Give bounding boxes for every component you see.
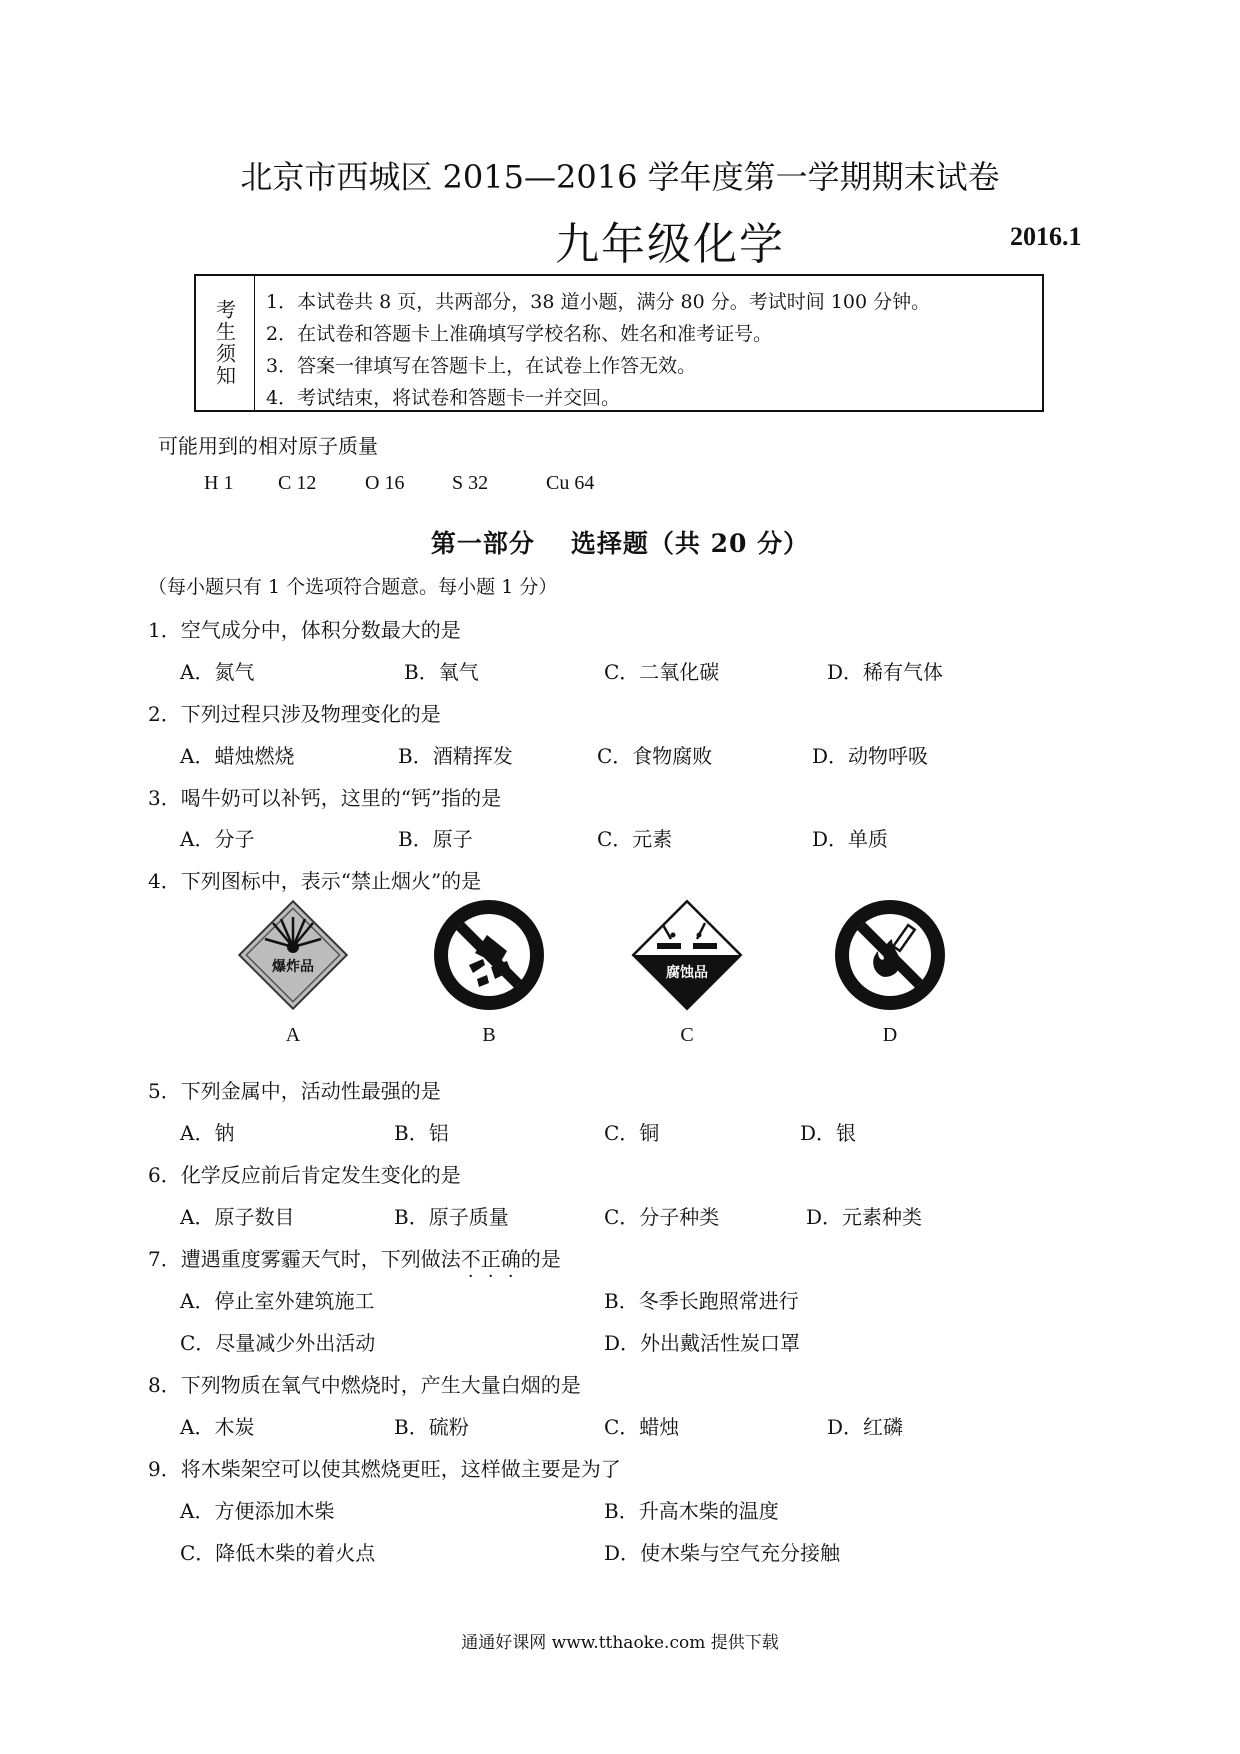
question-stem <box>148 1243 561 1272</box>
notice-label: 考生须知 <box>196 276 255 410</box>
option: A．停止室外建筑施工 <box>180 1289 375 1313</box>
explosive-hazard-icon <box>233 895 353 1015</box>
part1-title-a: 第一部分 <box>430 529 535 558</box>
sign-label: A <box>285 1024 301 1046</box>
option: D．外出戴活性炭口罩 <box>604 1331 801 1355</box>
notice-item: 3．答案一律填写在答题卡上，在试卷上作答无效。 <box>266 355 697 377</box>
sign-label: C <box>680 1024 694 1046</box>
question-stem: 3．喝牛奶可以补钙，这里的“钙”指的是 <box>148 786 502 810</box>
emphasis-char: 不 <box>460 1247 481 1271</box>
option: A．方便添加木柴 <box>180 1499 335 1523</box>
question-stem: 5．下列金属中，活动性最强的是 <box>148 1079 441 1103</box>
option: A．蜡烛燃烧 <box>180 744 295 768</box>
exam-date: 2016.1 <box>1010 222 1082 251</box>
option: A．氮气 <box>180 660 255 684</box>
question-stem-post: 的是 <box>520 1247 561 1271</box>
option: B．冬季长跑照常进行 <box>604 1289 799 1313</box>
option: D．使木柴与空气充分接触 <box>604 1541 841 1565</box>
question-stem: 6．化学反应前后肯定发生变化的是 <box>148 1163 461 1187</box>
atomic-mass-item: Cu 64 <box>546 472 595 494</box>
option: A．木炭 <box>180 1415 255 1439</box>
notice-item: 4．考试结束，将试卷和答题卡一并交回。 <box>266 387 621 409</box>
notice-box <box>194 274 1044 412</box>
option: B．铝 <box>394 1121 449 1145</box>
option: B．原子 <box>398 827 473 851</box>
emphasis-char: 确 <box>500 1247 521 1271</box>
part1-instruction: （每小题只有 1 个选项符合题意。每小题 1 分） <box>148 576 558 598</box>
option: B．氧气 <box>404 660 479 684</box>
exam-subtitle: 九年级化学 <box>555 219 785 270</box>
atomic-mass-item: C 12 <box>278 472 317 494</box>
option: C．元素 <box>597 827 673 851</box>
option: B．硫粉 <box>394 1415 469 1439</box>
option: C．尽量减少外出活动 <box>180 1331 376 1355</box>
atomic-mass-item: S 32 <box>452 472 489 494</box>
corrosive-hazard-icon <box>627 895 747 1015</box>
option: C．分子种类 <box>604 1205 720 1229</box>
option: B．升高木柴的温度 <box>604 1499 779 1523</box>
question-stem: 8．下列物质在氧气中燃烧时，产生大量白烟的是 <box>148 1373 581 1397</box>
emphasis-char: 正 <box>480 1247 501 1271</box>
option: A．原子数目 <box>180 1205 295 1229</box>
option: B．原子质量 <box>394 1205 509 1229</box>
option: D．动物呼吸 <box>812 744 929 768</box>
part1-title <box>0 524 1240 560</box>
atomic-mass-title: 可能用到的相对原子质量 <box>158 434 378 458</box>
no-stacking-prohibition-icon <box>429 895 549 1015</box>
sign-label: D <box>882 1024 898 1046</box>
sign-a-text: 爆炸品 <box>272 959 314 975</box>
sign-label: B <box>482 1024 496 1046</box>
option: C．铜 <box>604 1121 660 1145</box>
option: D．银 <box>800 1121 857 1145</box>
atomic-mass-item: H 1 <box>204 472 234 494</box>
question-stem: 9．将木柴架空可以使其燃烧更旺，这样做主要是为了 <box>148 1457 621 1481</box>
question-stem: 1．空气成分中，体积分数最大的是 <box>148 618 461 642</box>
footer-source: 通通好课网 www.tthaoke.com 提供下载 <box>461 1633 779 1653</box>
option: D．稀有气体 <box>827 660 944 684</box>
option: C．降低木柴的着火点 <box>180 1541 376 1565</box>
option: D．元素种类 <box>806 1205 923 1229</box>
option: D．单质 <box>812 827 889 851</box>
no-fire-prohibition-icon <box>830 895 950 1015</box>
option: A．钠 <box>180 1121 235 1145</box>
option: C．二氧化碳 <box>604 660 720 684</box>
notice-item: 2．在试卷和答题卡上准确填写学校名称、姓名和准考证号。 <box>266 323 773 345</box>
option: D．红磷 <box>827 1415 904 1439</box>
option: B．酒精挥发 <box>398 744 513 768</box>
question-stem: 4．下列图标中，表示“禁止烟火”的是 <box>148 869 482 893</box>
option: C．蜡烛 <box>604 1415 680 1439</box>
atomic-mass-item: O 16 <box>365 472 405 494</box>
sign-c-text: 腐蚀品 <box>666 965 708 981</box>
question-stem: 2．下列过程只涉及物理变化的是 <box>148 702 441 726</box>
part1-title-b: 选择题（共 20 分） <box>570 529 810 558</box>
option: A．分子 <box>180 827 255 851</box>
notice-items <box>266 286 930 414</box>
option: C．食物腐败 <box>597 744 713 768</box>
notice-item: 1．本试卷共 8 页，共两部分，38 道小题，满分 80 分。考试时间 100 分钟。 <box>266 291 931 313</box>
exam-title: 北京市西城区 2015—2016 学年度第一学期期末试卷 <box>240 158 1000 196</box>
question-stem-pre: 7．遭遇重度雾霾天气时，下列做法 <box>148 1247 461 1271</box>
